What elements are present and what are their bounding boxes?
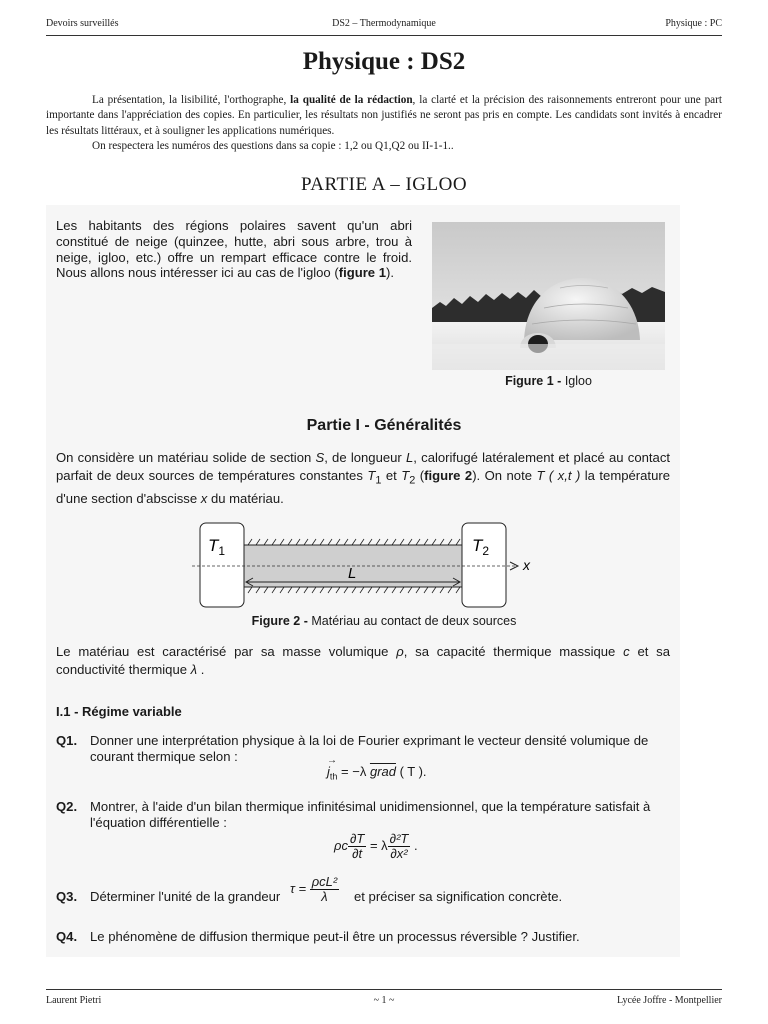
footer-page-number: ~ 1 ~ [373,995,395,1006]
question-number: Q4. [56,929,78,944]
running-header [46,16,722,36]
partie-a-title: PARTIE A – IGLOO [300,174,468,195]
equation-fourier: → $j_{th} = -\lambda$ grad ( T ). [327,755,427,782]
symbol-lambda: λ [190,662,198,677]
insulation-hatching-bottom [248,587,460,593]
text: Le matériau est caractérisé par sa masse volumique [56,644,397,659]
text: et [381,468,402,483]
question-number: Q3. [56,889,78,904]
insulation-hatching-top [248,539,460,545]
symbol-T1: T [367,468,376,483]
text: et sa conductivité thermique [56,644,670,677]
figure-1-label: Figure 1 - [505,374,562,388]
text: ( [415,468,425,483]
eq1-sub: th [329,771,338,782]
symbol-T-xt: T ( x,t ) [536,468,581,483]
footer-left: Laurent Pietri [46,995,102,1006]
text: ). On note [472,468,537,483]
symbol-rho: ρ [396,644,404,659]
text: la température d'une section d'abscisse [56,468,670,506]
abri-fig-ref: figure 1 [338,265,387,281]
igloo-illustration [432,222,665,370]
material-properties [56,643,670,679]
text: du matériau. [207,490,284,506]
equation-heat [334,832,418,861]
eq2-frac-1: $\frac{\partial T}{\partial t}$ [349,831,365,861]
footer-right: Lycée Joffre - Montpellier [616,995,722,1006]
page-footer [46,989,722,1009]
question-q1 [56,733,670,765]
question-q4 [56,929,670,949]
figure-2-label: Figure 2 - [251,614,308,628]
question-number: Q1. [56,733,78,748]
intro-paragraph-2: On respectera les numéros des questions dans sa copie : 1,2 ou Q1,Q2 ou II-1-1.. [92,140,454,153]
intro-paragraph-1 [46,93,722,139]
symbol-c: c [623,644,630,659]
abri-text-a: Les habitants des régions polaires savent qu'un abri constitué de neige (quinzee, hutte, abri sous arbre, trou à neige, igloo, etc.) offre un rempart efficace contre le froid. Nous allons nous intéresser ici au cas de l'igloo ( [56,218,412,281]
abri-text-b: ). [386,265,395,281]
eq2-end: . [410,837,418,853]
text: , de longueur [324,450,406,465]
eq1-rhs-b: ( T ). [395,764,427,779]
intro-bold: la qualité de la rédaction [290,94,413,106]
question-q3 [56,874,670,909]
equation-tau: τ = $\frac{\text{ρcL²}}{\lambda}$ [290,874,338,904]
intro-text-a: La présentation, la lisibilité, l'orthographe, [92,94,291,106]
question-text: Montrer, à l'aide d'un bilan thermique infinitésimal unidimensionnel, que la température satisfait à l'équation différentielle : [90,799,651,830]
header-left: Devoirs surveillés [46,18,119,29]
eq2-mid: = λ [366,837,388,853]
figure-2-diagram [190,518,550,612]
label-x: x [523,557,530,573]
eq1-rhs-a: = −λ [337,764,370,779]
question-text: Le phénomène de diffusion thermique peut-il être un processus réversible ? Justifier. [90,929,580,944]
symbol-T2: T [401,468,410,483]
symbol-x: x [200,490,208,506]
section-i1-heading: I.1 - Régime variable [56,704,182,719]
text: . [197,662,205,677]
abri-paragraph [56,218,412,281]
question-number: Q2. [56,799,78,814]
symbol-L: L [406,450,414,465]
source-T1-box [200,523,244,607]
material-diagram [190,518,550,612]
text: , sa capacité thermique massique [403,644,624,659]
subscript-2: 2 [409,474,416,487]
intro-instructions [46,93,722,155]
source-T2-box [462,523,506,607]
header-right: Physique : PC [665,18,722,29]
partie-1-heading: Partie I - Généralités [306,417,462,434]
label-T1: $T_1$ [208,536,226,558]
subscript-1: 1 [375,474,382,487]
question-text: Déterminer l'unité de la grandeur τ = $\frac{\text{ρcL²}}{\lambda}$ et préciser sa signification concrète. [90,874,563,904]
intro-text-b: , la clarté et la précision des raisonnements entreront pour une part importante dans l'appréciation des copies. En particulier, les résultats non justifiés ne seront pas pris en compte. Les candidats sont invités à encadrer les résultats littéraux, et à souligner les applications numériques. [46,94,722,137]
text: On considère un matériau solide de section [56,450,316,465]
page-title: Physique : DS2 [302,48,466,75]
eq1-grad: grad [369,764,396,779]
figure-1-caption-text: Igloo [564,374,592,388]
text: , calorifugé latéralement et placé au contact parfait de deux sources de températures constantes [56,450,671,483]
igloo-photo [432,222,665,370]
figure-2-ref: figure 2 [424,468,473,483]
label-L: L [348,565,357,582]
eq2-frac-2: $\frac{\text{∂²T}}{\text{∂x²}}$ [389,831,409,861]
material-description [56,449,670,508]
header-center: DS2 – Thermodynamique [332,18,436,29]
figure-2-caption [0,614,768,628]
eq2-rho-c: ρc [334,837,348,853]
label-T2: $T_2$ [472,536,490,558]
question-text: Donner une interprétation physique à la loi de Fourier exprimant le vecteur densité volumique de courant thermique selon : [90,733,649,764]
figure-1-caption [432,374,665,388]
symbol-S: S [315,450,325,465]
question-q2 [56,799,670,831]
eq1-j: j [327,764,330,779]
figure-2-caption-text: Matériau au contact de deux sources [311,614,517,628]
